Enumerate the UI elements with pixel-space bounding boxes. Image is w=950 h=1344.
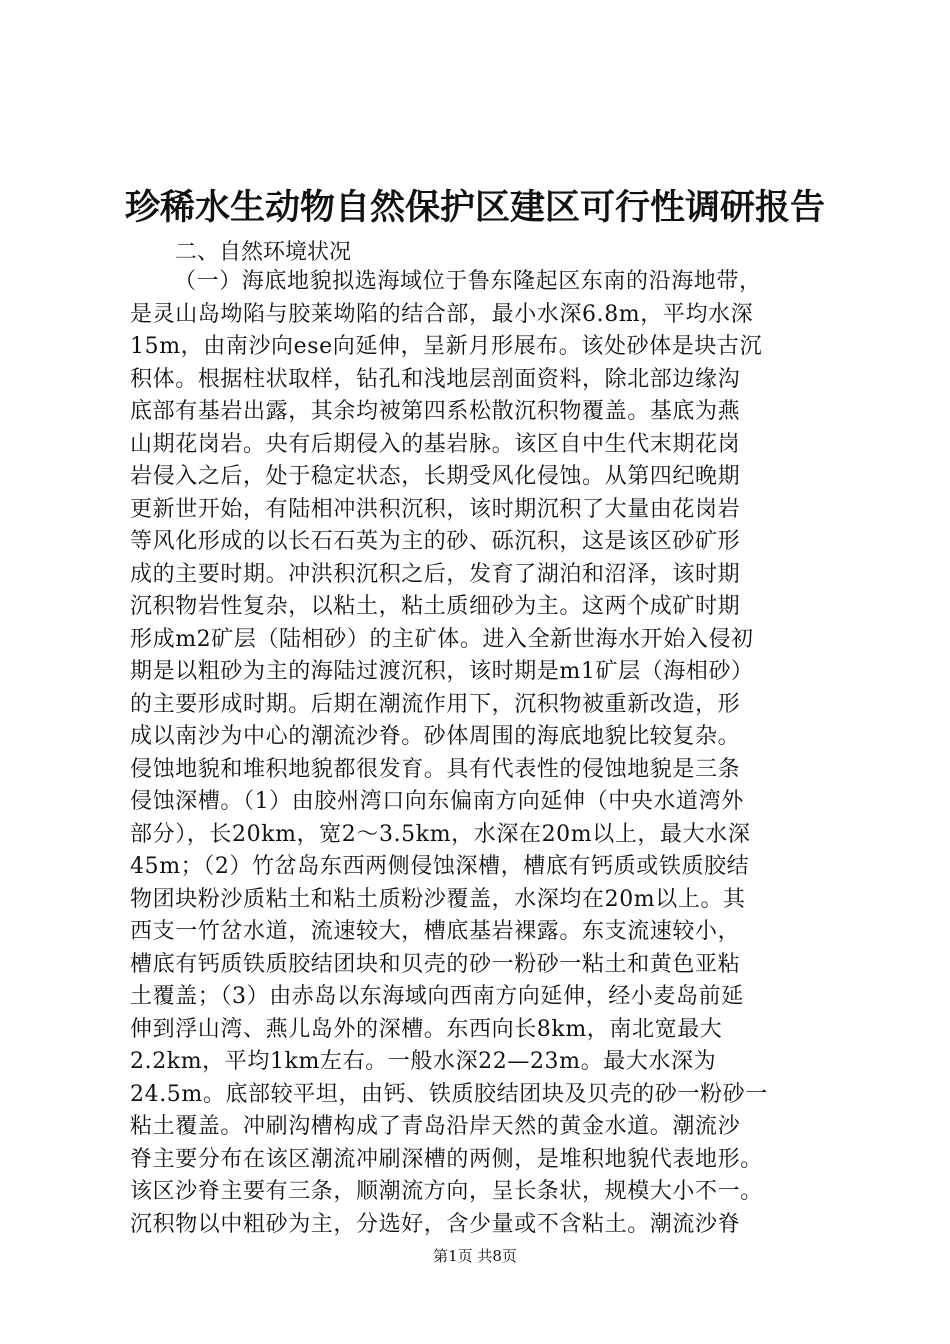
paragraph-line: 15m，由南沙向ese向延伸，呈新月形展布。该处砂体是块古沉	[130, 334, 763, 359]
paragraph-line: 期是以粗砂为主的海陆过渡沉积，该时期是m1矿层（海相砂）	[130, 659, 754, 684]
paragraph-line: 山期花岗岩。央有后期侵入的基岩脉。该区自中生代末期花岗	[130, 431, 741, 457]
paragraph-line: 侵蚀深槽。（1）由胶州湾口向东偏南方向延伸（中央水道湾外	[130, 789, 744, 814]
paragraph-line: 岩侵入之后，处于稳定状态，长期受风化侵蚀。从第四纪晚期	[130, 464, 741, 489]
paragraph-line: 更新世开始，有陆相冲洪积沉积，该时期沉积了大量由花岗岩	[130, 496, 741, 522]
paragraph-line: 该区沙脊主要有三条，顺潮流方向，呈长条状，规模大小不一。	[130, 1179, 763, 1204]
paragraph-line: 脊主要分布在该区潮流冲刷深槽的两侧，是堆积地貌代表地形。	[130, 1146, 763, 1172]
paragraph-line: 成的主要时期。冲洪积沉积之后，发育了湖泊和沼泽，该时期	[130, 561, 741, 587]
paragraph-line: 45m；（2）竹岔岛东西两侧侵蚀深槽，槽底有钙质或铁质胶结	[130, 854, 750, 879]
paragraph-line: 等风化形成的以长石石英为主的砂、砾沉积，这是该区砂矿形	[130, 529, 741, 554]
paragraph-line: 成以南沙为中心的潮流沙脊。砂体周围的海底地貌比较复杂。	[130, 724, 741, 749]
body-paragraph	[130, 266, 830, 1241]
paragraph-line: 底部有基岩出露，其余均被第四系松散沉积物覆盖。基底为燕	[130, 399, 741, 424]
paragraph-line: 24.5m。底部较平坦，由钙、铁质胶结团块及贝壳的砂一粉砂一	[130, 1081, 768, 1107]
paragraph-line: 积体。根据柱状取样，钻孔和浅地层剖面资料，除北部边缘沟	[130, 366, 741, 392]
paragraph-line: 2.2km，平均1km左右。一般水深22—23m。最大水深为	[130, 1049, 717, 1074]
paragraph-line: 槽底有钙质铁质胶结团块和贝壳的砂一粉砂一粘土和黄色亚粘	[130, 951, 741, 977]
paragraph-line: （一）海底地貌拟选海域位于鲁东隆起区东南的沿海地带，	[174, 269, 762, 294]
paragraph-line: 伸到浮山湾、燕儿岛外的深槽。东西向长8km，南北宽最大	[130, 1016, 723, 1042]
paragraph-line: 西支一竹岔水道，流速较大，槽底基岩裸露。东支流速较小，	[130, 919, 741, 944]
paragraph-line: 土覆盖；（3）由赤岛以东海域向西南方向延伸，经小麦岛前延	[130, 984, 744, 1009]
section-heading: 二、自然环境状况	[175, 240, 352, 265]
paragraph-line: 的主要形成时期。后期在潮流作用下，沉积物被重新改造，形	[130, 691, 741, 717]
paragraph-line: 部分），长20km，宽2～3.5km，水深在20m以上，最大水深	[130, 821, 751, 847]
paragraph-line: 是灵山岛坳陷与胶莱坳陷的结合部，最小水深6.8m，平均水深	[130, 301, 754, 327]
paragraph-line: 沉积物岩性复杂，以粘土，粘土质细砂为主。这两个成矿时期	[130, 594, 741, 619]
page-number: 第1页 共8页	[433, 1247, 517, 1265]
paragraph-line: 物团块粉沙质粘土和粘土质粉沙覆盖，水深均在20m以上。其	[130, 886, 746, 912]
paragraph-line: 形成m2矿层（陆相砂）的主矿体。进入全新世海水开始入侵初	[130, 626, 754, 652]
paragraph-line: 粘土覆盖。冲刷沟槽构成了青岛沿岸天然的黄金水道。潮流沙	[130, 1114, 741, 1139]
document-title: 珍稀水生动物自然保护区建区可行性调研报告	[124, 187, 825, 228]
paragraph-line: 侵蚀地貌和堆积地貌都很发育。具有代表性的侵蚀地貌是三条	[130, 756, 741, 782]
paragraph-line: 沉积物以中粗砂为主，分选好，含少量或不含粘土。潮流沙脊	[130, 1211, 741, 1237]
